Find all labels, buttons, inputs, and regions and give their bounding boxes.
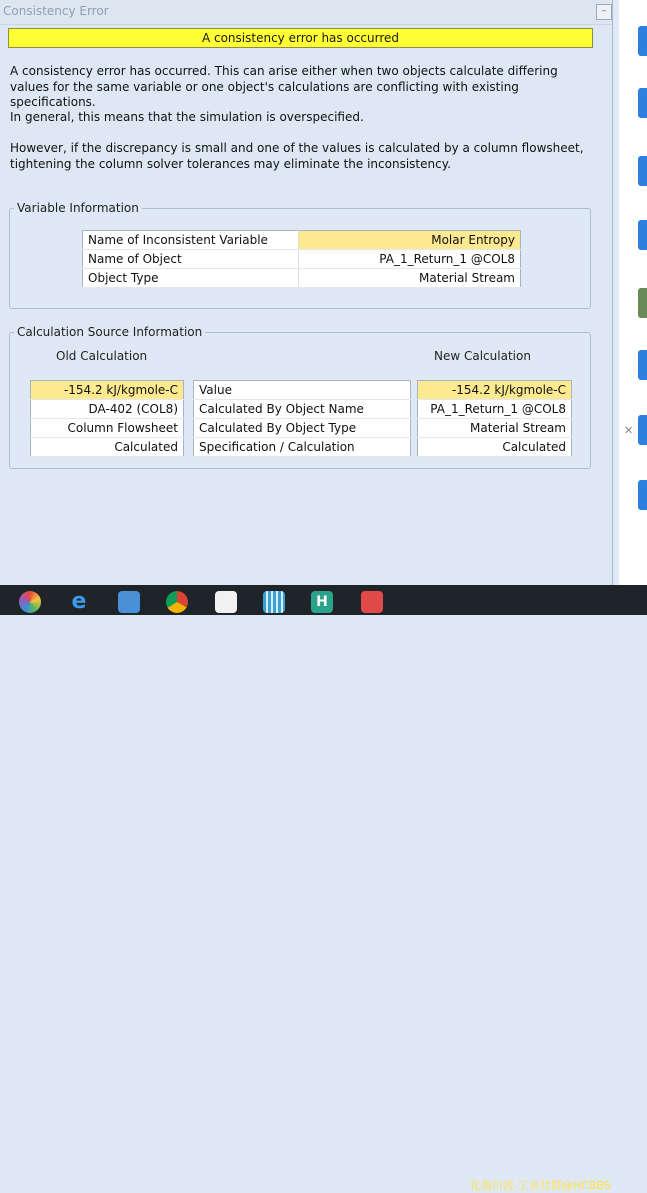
old-object-name-cell[interactable]: DA-402 (COL8) — [31, 400, 184, 419]
grid-app-icon[interactable] — [263, 591, 285, 613]
table-row — [194, 438, 411, 457]
new-calculation-table — [417, 380, 572, 457]
table-row[interactable] — [83, 231, 521, 250]
variable-name-value[interactable]: Molar Entropy — [299, 231, 521, 250]
table-row[interactable] — [31, 400, 184, 419]
field-object-name-label: Calculated By Object Name — [194, 400, 411, 419]
new-calculation-label: New Calculation — [434, 349, 531, 363]
object-type-value[interactable]: Material Stream — [299, 269, 521, 288]
table-row[interactable] — [83, 250, 521, 269]
taskbar — [0, 585, 647, 1192]
database-icon[interactable] — [118, 591, 140, 613]
old-object-type-cell[interactable]: Column Flowsheet — [31, 419, 184, 438]
variable-information-legend: Variable Information — [17, 201, 139, 215]
table-row — [194, 400, 411, 419]
side-app-icon[interactable] — [638, 88, 647, 118]
side-app-icon[interactable] — [638, 26, 647, 56]
internet-explorer-icon[interactable]: e — [68, 591, 90, 613]
side-app-icon[interactable] — [638, 350, 647, 380]
field-spec-calc-label: Specification / Calculation — [194, 438, 411, 457]
calculation-source-legend: Calculation Source Information — [17, 325, 203, 339]
side-app-icon[interactable] — [638, 288, 647, 318]
table-row[interactable] — [31, 438, 184, 457]
window-title: Consistency Error — [3, 4, 109, 18]
table-row[interactable] — [418, 438, 572, 457]
table-row[interactable] — [418, 381, 572, 400]
new-object-type-cell[interactable]: Material Stream — [418, 419, 572, 438]
side-app-icon[interactable] — [638, 156, 647, 186]
cloud-app-icon[interactable] — [361, 591, 383, 613]
field-object-type-label: Calculated By Object Type — [194, 419, 411, 438]
old-value-cell[interactable]: -154.2 kJ/kgmole-C — [31, 381, 184, 400]
table-row[interactable] — [31, 419, 184, 438]
object-type-label: Object Type — [83, 269, 299, 288]
notepad-icon[interactable] — [215, 591, 237, 613]
side-app-icon[interactable] — [638, 480, 647, 510]
field-names-table — [193, 380, 411, 457]
old-calculation-table — [30, 380, 184, 457]
table-row — [194, 381, 411, 400]
old-calculation-label: Old Calculation — [56, 349, 148, 363]
old-spec-calc-cell[interactable]: Calculated — [31, 438, 184, 457]
message-paragraph-2: In general, this means that the simulation is overspecified. — [10, 110, 364, 124]
table-row[interactable] — [83, 269, 521, 288]
variable-information-table — [82, 230, 521, 288]
close-icon[interactable]: ✕ — [624, 424, 634, 437]
table-row — [194, 419, 411, 438]
minimize-button[interactable]: – — [596, 4, 612, 20]
new-spec-calc-cell[interactable]: Calculated — [418, 438, 572, 457]
object-name-value[interactable]: PA_1_Return_1 @COL8 — [299, 250, 521, 269]
side-app-icon[interactable] — [638, 220, 647, 250]
chrome-icon[interactable] — [166, 591, 188, 613]
watermark-text: 化海川流-工业社群@HCBBS — [470, 1179, 611, 1192]
consistency-error-dialog — [0, 0, 613, 585]
table-row[interactable] — [418, 400, 572, 419]
title-bar — [0, 0, 612, 25]
table-row[interactable] — [31, 381, 184, 400]
new-object-name-cell[interactable]: PA_1_Return_1 @COL8 — [418, 400, 572, 419]
object-name-label: Name of Object — [83, 250, 299, 269]
variable-name-label: Name of Inconsistent Variable — [83, 231, 299, 250]
new-value-cell[interactable]: -154.2 kJ/kgmole-C — [418, 381, 572, 400]
message-paragraph-3: However, if the discrepancy is small and one of the values is calculated by a column flowsheet, tightening the column solver tolerances may eliminate the inconsistency. — [10, 141, 584, 171]
hysys-icon[interactable]: H — [311, 591, 333, 613]
field-value-label: Value — [194, 381, 411, 400]
pinwheel-icon[interactable] — [19, 591, 41, 613]
error-banner: A consistency error has occurred — [8, 28, 593, 48]
message-paragraph-1: A consistency error has occurred. This can arise either when two objects calculate differing values for the same variable or one object's calculations are conflicting with existing specifications. — [10, 64, 558, 109]
side-app-icon[interactable] — [638, 415, 647, 445]
table-row[interactable] — [418, 419, 572, 438]
